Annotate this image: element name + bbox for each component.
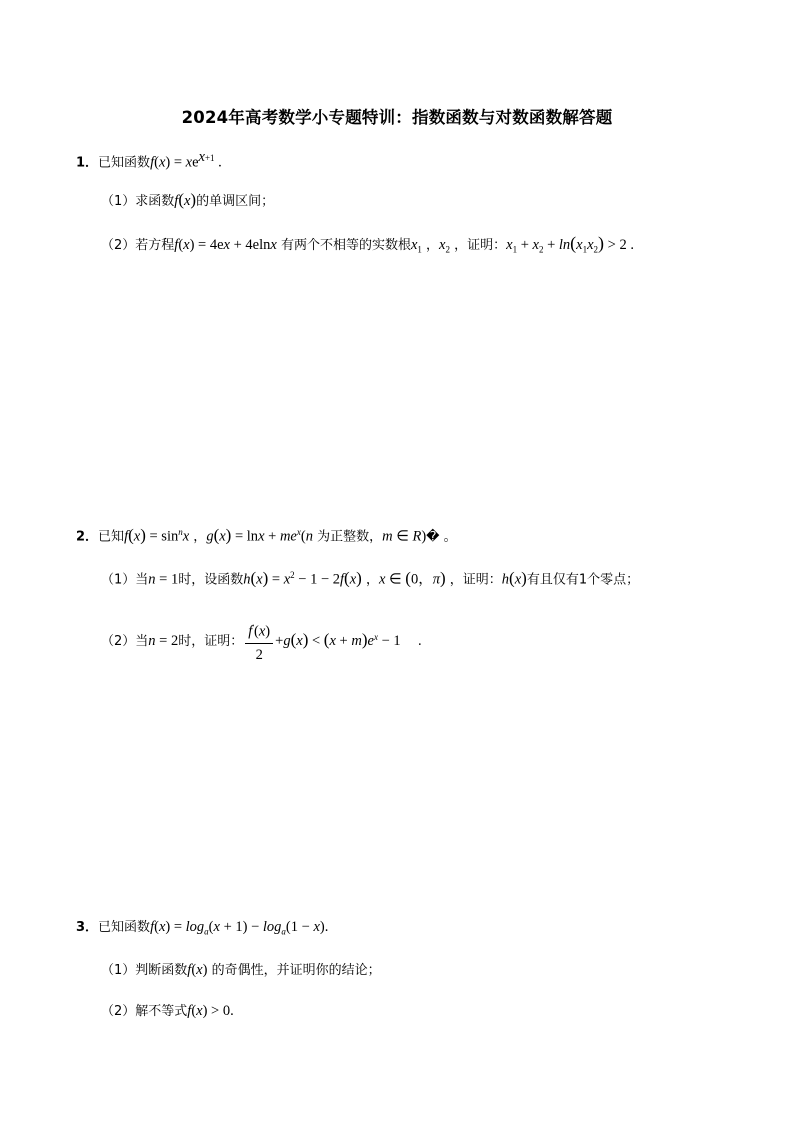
- page-title: 2024年高考数学小专题特训：指数函数与对数函数解答题: [181, 108, 613, 127]
- problem-2-part-2: （2）当n = 2时，证明： $\frac{f'(x)}{2}$ $+g(x) < (x + m)e^x - 1$ .: [101, 618, 422, 665]
- problem-2-stem: 2．已知$f(x) = \sin^nx$ ，$g(x) = \ln x + me^x(n$ 为正整数，m ∈ R)� 。: [76, 525, 457, 545]
- problem-2-part-1: （1）当n = 1时，设函数$h(x) = x^2 - 1 - 2f(x)$ ，x ∈ (0，π) ，证明：h(x)有且仅有1个零点；: [101, 568, 640, 588]
- problem-3-part-1: （1）判断函数f(x) 的奇偶性，并证明你的结论；: [101, 962, 381, 978]
- problem-2-number: 2．: [76, 529, 99, 545]
- problem-1-part-2: （2）若方程f(x) = 4ex + 4elnx 有两个不相等的实数根$x_1$ ，$x_2$ ，证明：$x_1 + x_2 + \ln(x_1x_2) > 2$ .: [101, 233, 634, 255]
- problem-1-part-1: （1）求函数f(x)的单调区间；: [101, 190, 275, 209]
- problem-3-part-2: （2）解不等式f(x) > 0.: [101, 1003, 234, 1019]
- problem-3-number: 3．: [76, 920, 99, 935]
- problem-1-number: 1．: [76, 155, 99, 171]
- fraction: $\frac{f'(x)}{2}$: [245, 618, 273, 665]
- problem-3-stem: 3．已知函数$f(x) = \log_a(x + 1) - \log_a(1 - x)$.: [76, 919, 329, 937]
- problem-1-stem: 1．已知函数$f(x) = xe^{x+1}$ .: [76, 149, 222, 171]
